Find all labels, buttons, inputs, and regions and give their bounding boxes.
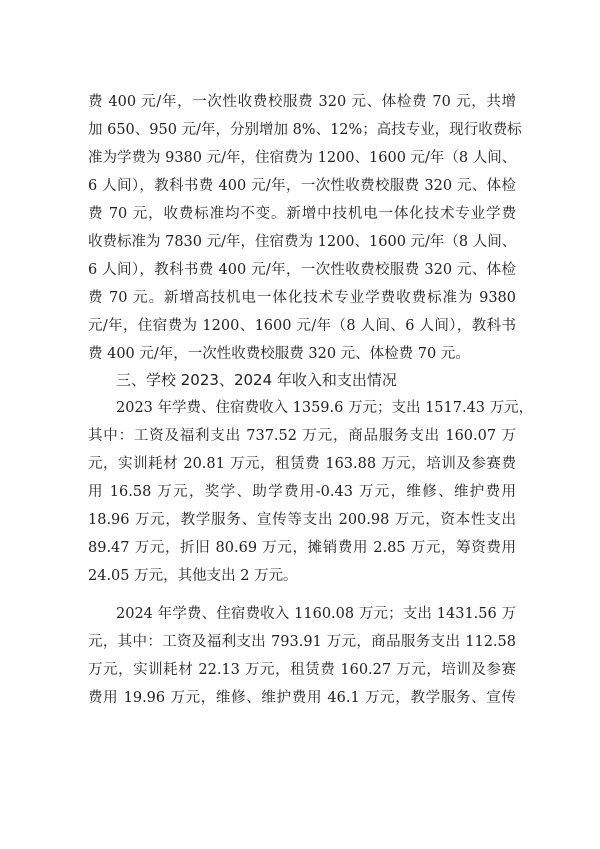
text-line: 费 70 元，收费标准均不变。新增中技机电一体化技术专业学费 <box>88 206 516 222</box>
text-line: 24.05 万元，其他支出 2 万元。 <box>88 568 298 584</box>
text-line: 6 人间），教科书费 400 元/年，一次性收费校服费 320 元、体检 <box>88 178 516 194</box>
text-line: 其中：工资及福利支出 737.52 万元，商品服务支出 160.07 万 <box>88 428 516 444</box>
text-line: 元/年，住宿费为 1200、1600 元/年（8 人间、6 人间），教科书 <box>88 318 516 334</box>
text-line: 18.96 万元，教学服务、宣传等支出 200.98 万元，资本性支出 <box>88 512 516 528</box>
text-line: 费 400 元/年，一次性收费校服费 320 元、体检费 70 元。 <box>88 346 470 362</box>
text-line: 加 650、950 元/年，分别增加 8%、12%；高技专业，现行收费标 <box>88 122 522 138</box>
text-line: 费 70 元。新增高技机电一体化技术专业学费收费标准为 9380 <box>88 290 516 306</box>
text-line: 用 16.58 万元，奖学、助学费用-0.43 万元，维修、维护费用 <box>88 484 516 500</box>
text-line: 费用 19.96 万元，维修、维护费用 46.1 万元，教学服务、宣传 <box>88 690 516 706</box>
text-line: 2023 年学费、住宿费收入 1359.6 万元；支出 1517.43 万元， <box>116 400 534 416</box>
text-line: 准为学费为 9380 元/年，住宿费为 1200、1600 元/年（8 人间、 <box>88 150 517 166</box>
text-line: 89.47 万元，折旧 80.69 万元，摊销费用 2.85 万元，筹资费用 <box>88 540 516 556</box>
text-line: 费 400 元/年，一次性收费校服费 320 元、体检费 70 元，共增 <box>88 94 516 110</box>
text-line: 元，其中：工资及福利支出 793.91 万元，商品服务支出 112.58 <box>88 634 516 650</box>
text-line: 万元，实训耗材 22.13 万元，租赁费 160.27 万元，培训及参赛 <box>88 662 516 678</box>
text-line: 2024 年学费、住宿费收入 1160.08 万元；支出 1431.56 万 <box>116 606 516 622</box>
section-heading: 三、学校 2023、2024 年收入和支出情况 <box>116 371 397 389</box>
text-line: 元，实训耗材 20.81 万元，租赁费 163.88 万元，培训及参赛费 <box>88 456 516 472</box>
text-line: 收费标准为 7830 元/年，住宿费为 1200、1600 元/年（8 人间、 <box>88 234 517 250</box>
text-line: 6 人间），教科书费 400 元/年，一次性收费校服费 320 元、体检 <box>88 262 516 278</box>
